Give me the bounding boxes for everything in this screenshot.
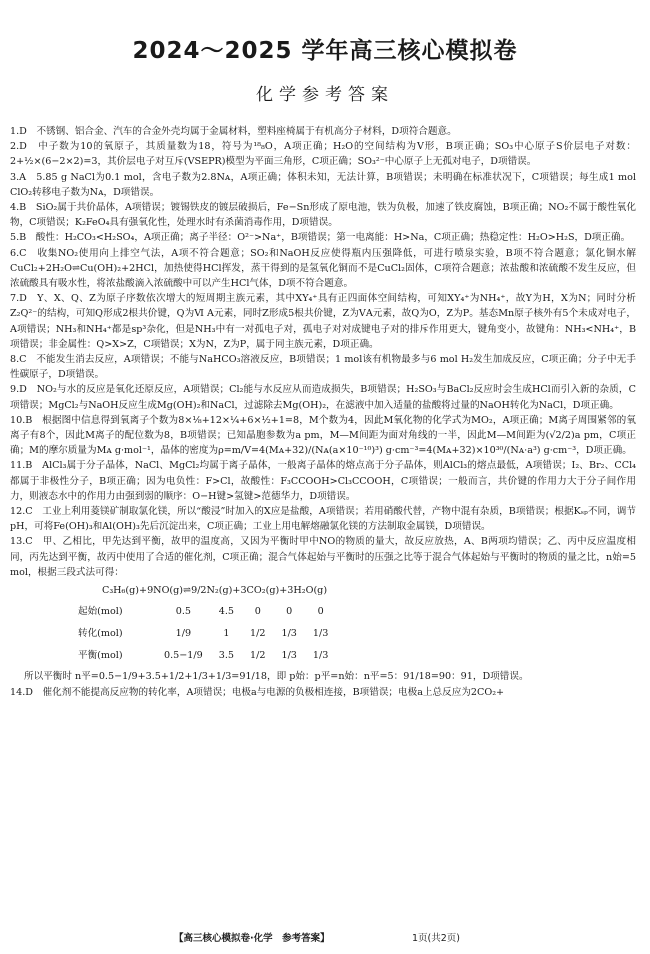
answer-6 bbox=[10, 246, 636, 292]
answer-text: 5.B 酸性：H₂CO₃<H₂SO₄，A项正确；离子半径：O²⁻>Na⁺，B项错误；第一电离能：H>Na，C项正确；热稳定性：H₂O>H₂S，D项正确。 bbox=[10, 232, 631, 244]
reaction-equation: C₃H₆(g)+9NO(g)⇌9/2N₂(g)+3CO₂(g)+3H₂O(g) bbox=[102, 585, 328, 597]
cell: 1/3 bbox=[312, 649, 329, 661]
answer-text: 2.D 中子数为10的氧原子，其质量数为18，符号为¹⁸₈O，A项正确；H₂O的空间结构为V形，B项正确；SO₃中心原子S价层电子对数：2+½×(6−2×2)=3，其价层电子对互斥(VSEPR)模型为平面三角形，C项正确；SO₃²⁻中心原子上无孤对电子，D项错误。 bbox=[10, 141, 636, 168]
row-label: 转化(mol) bbox=[78, 627, 123, 639]
answer-7 bbox=[10, 291, 636, 352]
row-label: 平衡(mol) bbox=[78, 649, 123, 661]
answer-4 bbox=[10, 200, 636, 230]
cell: 1/3 bbox=[281, 649, 297, 661]
cell: 3.5 bbox=[218, 649, 235, 661]
answer-text: 4.B SiO₂属于共价晶体，A项错误；镀锡铁皮的镀层破损后，Fe−Sn形成了原电池，铁为负极，加速了铁皮腐蚀，B项正确；NO₂不属于酸性氧化物，C项错误；K₂FeO₄具有强氧化性，处理水时有杀菌消毒作用，D项错误。 bbox=[10, 202, 636, 229]
row-label: 起始(mol) bbox=[78, 605, 123, 617]
equation-conclusion: 所以平衡时 n平=0.5−1/9+3.5+1/2+1/3+1/3=91/18，即 p始：p平=n始：n平=5：91/18=90：91，D项错误。 bbox=[24, 671, 529, 683]
answer-14 bbox=[10, 685, 636, 700]
answer-text: 7.D Y、X、Q、Z为原子序数依次增大的短周期主族元素，其中XY₄⁺具有正四面体空间结构，可知XY₄⁺为NH₄⁺，故Y为H，X为N；同时分析Z₂Q²⁻的结构，可知Q形成2根共价键，Q为Ⅵ A元素，同时Z形成5根共价键，Z为ⅤA元素，故Q为O，Z为P。基态Mn原子核外有5个未成对电子，A项错误；NH₃和NH₄⁺都是sp³杂化，但是NH₃中有一对孤电子对，孤电子对对成键电子对的排斥作用更大，键角变小，故键角：NH₃<NH₄⁺，B项错误；非金属性：Q>X>Z，C项错误；X为N，Z为P，属于同主族元素，D项正确。 bbox=[10, 293, 636, 350]
cell: 1/2 bbox=[250, 649, 266, 661]
answer-text: 12.C 工业上利用菱镁矿制取氯化镁，所以“酸浸”时加入的X应是盐酸，A项错误；若用硝酸代替，产物中混有杂质，B项错误；根据Kₛₚ不同，调节pH，可将Fe(OH)₃和Al(OH)₃先后沉淀出来，C项正确；工业上用电解熔融氯化镁的方法制取金属镁，D项错误。 bbox=[10, 506, 636, 533]
answers-body bbox=[10, 124, 636, 700]
answer-text: 13.C 甲、乙相比，甲先达到平衡，故甲的温度高，又因为平衡时甲中NO的物质的量大，故反应放热，A、B两项均错误；乙、丙中反应温度相同，丙先达到平衡，故丙中使用了合适的催化剂，C项正确；混合气体起始与平衡时的压强之比等于混合气体起始与平衡时的物质的量之比，n始=5 mol，根据三段式法可得： bbox=[10, 536, 636, 578]
page-number: 1页(共2页) bbox=[412, 933, 461, 944]
answer-8 bbox=[10, 352, 636, 382]
cell: 0 bbox=[286, 605, 293, 617]
cell: 1 bbox=[223, 627, 230, 639]
answer-text: 6.C 收集NO₂使用向上排空气法，A项不符合题意；SO₂和NaOH反应使得瓶内压强降低，可进行喷泉实验，B项不符合题意；氯化铜水解CuCl₂+2H₂O⇌Cu(OH)₂+2HCl，加热使得HCl挥发，蒸干得到的是氢氧化铜而不是CuCl₂固体，C项符合题意；浓盐酸和浓硫酸不发生反应，但浓硫酸具有吸水性，将浓盐酸滴入浓硫酸中可以产生HCl气体，D项不符合题意。 bbox=[10, 247, 636, 290]
equation-table bbox=[78, 600, 336, 666]
answer-1 bbox=[10, 124, 636, 139]
answer-text: 11.B AlCl₃属于分子晶体，NaCl、MgCl₂均属于离子晶体，一般离子晶体的熔点高于分子晶体，则AlCl₃的熔点最低，A项错误；I₂、Br₂、CCl₄都属于非极性分子，B项正确；因为电负性：F>Cl，故酸性：F₃CCOOH>Cl₃CCOOH，C项错误；一般而言，共价键的作用力大于分子间作用力，则液态水中的作用力由强到弱的顺序：O−H键>氢键>范德华力，D项错误。 bbox=[10, 460, 636, 502]
answer-text: 3.A 5.85 g NaCl为0.1 mol，含电子数为2.8Nᴀ，A项正确；体积未知，无法计算，B项错误；未明确在标准状况下，C项错误；每生成1 mol ClO₂转移电子数为Nᴀ，D项错误。 bbox=[10, 171, 636, 198]
cell: 0.5 bbox=[175, 605, 191, 617]
answer-9 bbox=[10, 382, 636, 412]
answer-13 bbox=[10, 534, 636, 684]
cell: 1/3 bbox=[312, 627, 329, 639]
answer-text: 14.D 催化剂不能提高反应物的转化率，A项错误；电极a与电源的负极相连接，B项错误；电极a上总反应为2CO₂+ bbox=[10, 686, 505, 698]
cell: 1/3 bbox=[281, 627, 297, 639]
answer-10 bbox=[10, 413, 636, 459]
cell: 1/2 bbox=[250, 627, 266, 639]
cell: 1/9 bbox=[175, 627, 192, 639]
equation-row-equilibrium bbox=[78, 644, 336, 666]
answer-12 bbox=[10, 504, 636, 534]
page-title: 2024～2025 学年高三核心模拟卷 bbox=[132, 38, 518, 64]
answer-11 bbox=[10, 458, 636, 504]
answer-text: 10.B 根据图中信息得到氧离子个数为8×⅛+12×¼+6×½+1=8，M个数为4，因此M氧化物的化学式为MO₂，A项正确；M离子周围紧邻的氧离子有8个，因此M离子的配位数为8，B项错误；已知晶胞参数为a pm，M—M间距为面对角线的一半，因此M—M间距为(√2/2)a pm，C项正确；M的摩尔质量为Mᴀ g·mol⁻¹，晶体的密度为ρ=m/V=4(Mᴀ+32)/(Nᴀ(a×10⁻¹⁰)³) g·cm⁻³=4(Mᴀ+32)×10³⁰/(Nᴀ·a³) g·cm⁻³，D项正确。 bbox=[10, 414, 636, 457]
cell: 0 bbox=[317, 605, 324, 617]
cell: 4.5 bbox=[218, 605, 235, 617]
answer-5 bbox=[10, 230, 636, 245]
answer-3 bbox=[10, 170, 636, 200]
answer-text: 8.C 不能发生消去反应，A项错误；不能与NaHCO₃溶液反应，B项错误；1 mol该有机物最多与6 mol H₂发生加成反应，C项正确；分子中无手性碳原子，D项错误。 bbox=[10, 354, 636, 381]
three-stage-equation bbox=[70, 583, 636, 666]
footer-title: 【高三核心模拟卷·化学 参考答案】 bbox=[174, 933, 330, 944]
cell: 0.5−1/9 bbox=[164, 649, 203, 661]
answer-text: 1.D 不锈钢、铝合金、汽车的合金外壳均属于金属材料，塑料座椅属于有机高分子材料，D项符合题意。 bbox=[10, 126, 457, 137]
equation-row-initial bbox=[78, 600, 336, 622]
page-subtitle: 化学参考答案 bbox=[256, 85, 394, 105]
answer-text: 9.D NO₂与水的反应是氧化还原反应，A项错误；Cl₂能与水反应从而造成损失，B项错误；H₂SO₃与BaCl₂反应时会生成HCl而引入新的杂质，C项错误；MgCl₂与NaOH反应生成Mg(OH)₂和NaCl，过滤除去Mg(OH)₂，在滤液中加入适量的盐酸将过量的NaOH转化为NaCl，D项正确。 bbox=[10, 384, 636, 411]
cell: 0 bbox=[254, 605, 261, 617]
equation-row-change bbox=[78, 622, 336, 644]
answer-2 bbox=[10, 139, 636, 169]
